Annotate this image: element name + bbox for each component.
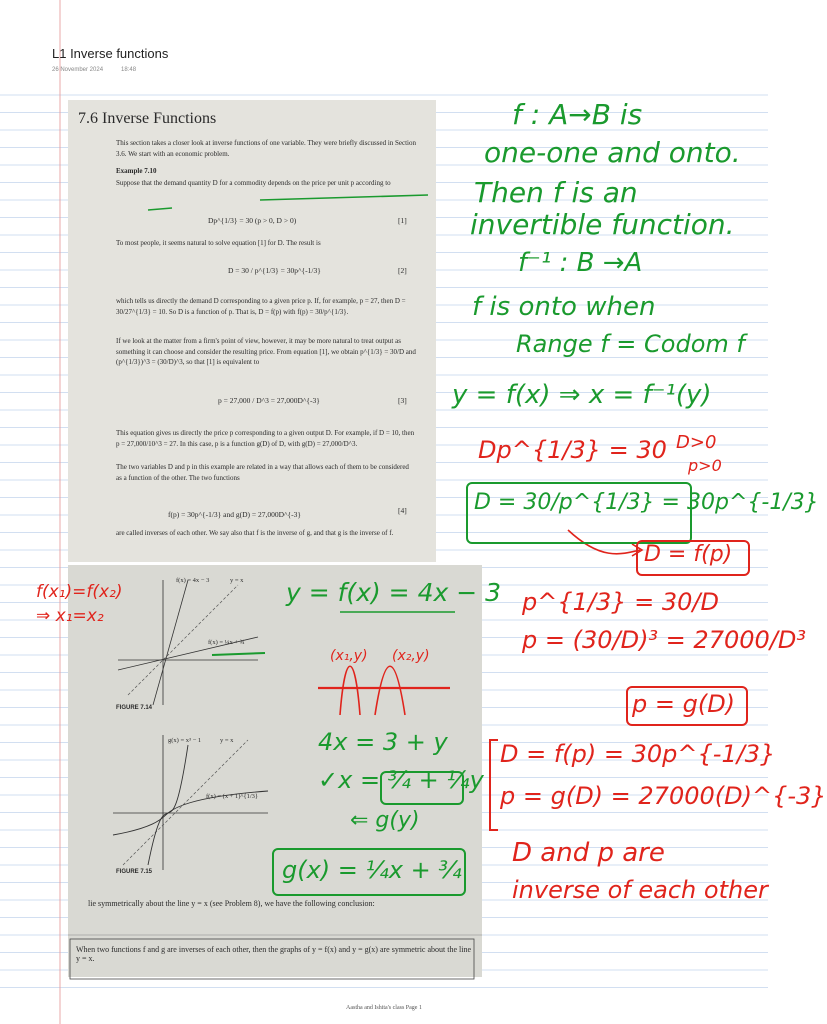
fig14-label-f: f(x) = 4x − 3 [176, 577, 210, 584]
book-eq1: Dp^{1/3} = 30 (p > 0, D > 0) [208, 216, 297, 225]
note-green-2: one-one and onto. [484, 136, 741, 169]
fig15-label-f: g(x) = x³ − 1 [168, 737, 202, 744]
book-eq3: p = 27,000 / D^3 = 27,000D^{-3} [218, 396, 320, 405]
book-example-label: Example 7.10 [116, 167, 157, 175]
fig15-label-yx: y = x [220, 737, 234, 744]
note-red-6: ⇒ x₁=x₂ [36, 606, 104, 626]
note-green-14: D = 30/p^{1/3} = 30p^{-1/3} [474, 490, 819, 515]
book-eq3-num: [3] [398, 396, 407, 405]
fig15-curve-f [148, 745, 188, 865]
note-green-3: Then f is an [474, 176, 638, 209]
page-timestamp [52, 67, 154, 73]
book-para6: The two variables D and p in this example are related in a way that allows each of them to be considered as a function of the other. The two functions [116, 463, 409, 482]
book-eq1-num: [1] [398, 216, 407, 225]
book-para4: If we look at the matter from a firm's point of view, however, it may be more natural to treat output as something it can choose and consider the resulting price. From equation [1], we obtain p^{1/3} = 30/D and (p^{1/3})^3 = (30/D)^3, so that [1] is equivalent to [116, 337, 416, 366]
note-red-7: (x₁,y) [330, 648, 368, 664]
note-green-13: g(x) = ¼x + ¾ [282, 856, 462, 884]
note-green-6: f is onto when [472, 292, 656, 322]
fig14-caption: FIGURE 7.14 [116, 705, 153, 711]
note-green-5: f⁻¹ : B →A [518, 248, 643, 278]
note-red-8: (x₂,y) [392, 648, 430, 664]
textbook-scan-top [68, 100, 436, 562]
page-title: L1 Inverse functions [52, 46, 169, 61]
note-green-9: y = f(x) = 4x − 3 [286, 578, 502, 607]
fig15-caption: FIGURE 7.15 [116, 869, 153, 875]
note-red-13: p = g(D) = 27000(D)^{-3} [500, 782, 827, 810]
note-green-1: f : A→B is [512, 98, 643, 131]
book-eq2: D = 30 / p^{1/3} = 30p^{-1/3} [228, 266, 321, 275]
page-date: 26 November 2024 [52, 67, 104, 73]
book-eq2-num: [2] [398, 266, 407, 275]
book-para2: To most people, it seems natural to solve equation [1] for D. The result is [116, 239, 321, 247]
book-para5: This equation gives us directly the price p corresponding to a given output D. For example, if D = 10, then p = 27,000/10^3 = 27. In this case, p is a function g(D) of D, with g(D) = 27,000/D^3. [116, 429, 415, 448]
note-red-15: inverse of each other [512, 876, 768, 904]
book-para7: are called inverses of each other. We say also that f is the inverse of g, and that g is the inverse of f. [116, 529, 394, 537]
fig15-label-g: f(x) = (x + 1)^{1/3} [206, 793, 258, 800]
note-red-14: D and p are [512, 838, 665, 868]
note-red-12: D = f(p) = 30p^{-1/3} [500, 740, 776, 768]
note-red-11: p = g(D) [632, 690, 736, 718]
note-red-9: p^{1/3} = 30/D [522, 588, 719, 616]
page-time: 18:48 [121, 67, 137, 73]
note-green-8: y = f(x) ⇒ x = f⁻¹(y) [452, 380, 712, 410]
note-red-1: Dp^{1/3} = 30 [478, 436, 667, 464]
book-bottom-text: lie symmetrically about the line y = x (see Problem 8), we have the following conclusion: [88, 899, 375, 908]
book-example-text: Suppose that the demand quantity D for a commodity depends on the price per unit p according to [116, 179, 391, 187]
note-red-5: f(x₁)=f(x₂) [36, 582, 123, 602]
book-heading: 7.6 Inverse Functions [78, 110, 217, 127]
fig14-line-f [153, 580, 188, 705]
note-green-11: ✓x = ¾ + ¼y [318, 766, 484, 794]
book-eq4: f(p) = 30p^{-1/3} and g(D) = 27,000D^{-3} [168, 510, 302, 519]
book-conclusion-box: When two functions f and g are inverses of each other, then the graphs of y = f(x) and y = g(x) are symmetric about the line y = x. [76, 945, 472, 963]
note-green-10: 4x = 3 + y [318, 728, 448, 756]
fig14-label-yx: y = x [230, 577, 244, 584]
note-red-4: D = f(p) [644, 542, 733, 567]
book-intro: This section takes a closer look at inverse functions of one variable. They were briefly discussed in Section 3.6. We start with an economic problem. [116, 139, 417, 158]
book-eq4-num: [4] [398, 506, 407, 515]
book-para3: which tells us directly the demand D corresponding to a given price p. If, for example, p = 27, then D = 30/27^{1/3} = 10. So D is a function of p. That is, D = f(p) with f(p) = 30/p^{1/3}. [116, 297, 406, 316]
note-green-7: Range f = Codom f [516, 330, 745, 358]
note-green-12: ⇐ g(y) [350, 808, 420, 833]
note-red-3: p>0 [688, 456, 722, 475]
fig14-label-g: f(x) = ¼x + ¾ [208, 639, 245, 646]
page-footer: Aastha and Ishita's class Page 1 [346, 1005, 422, 1011]
note-red-2: D>0 [676, 432, 717, 453]
note-red-10: p = (30/D)³ = 27000/D³ [522, 626, 806, 654]
note-green-4: invertible function. [470, 208, 735, 241]
